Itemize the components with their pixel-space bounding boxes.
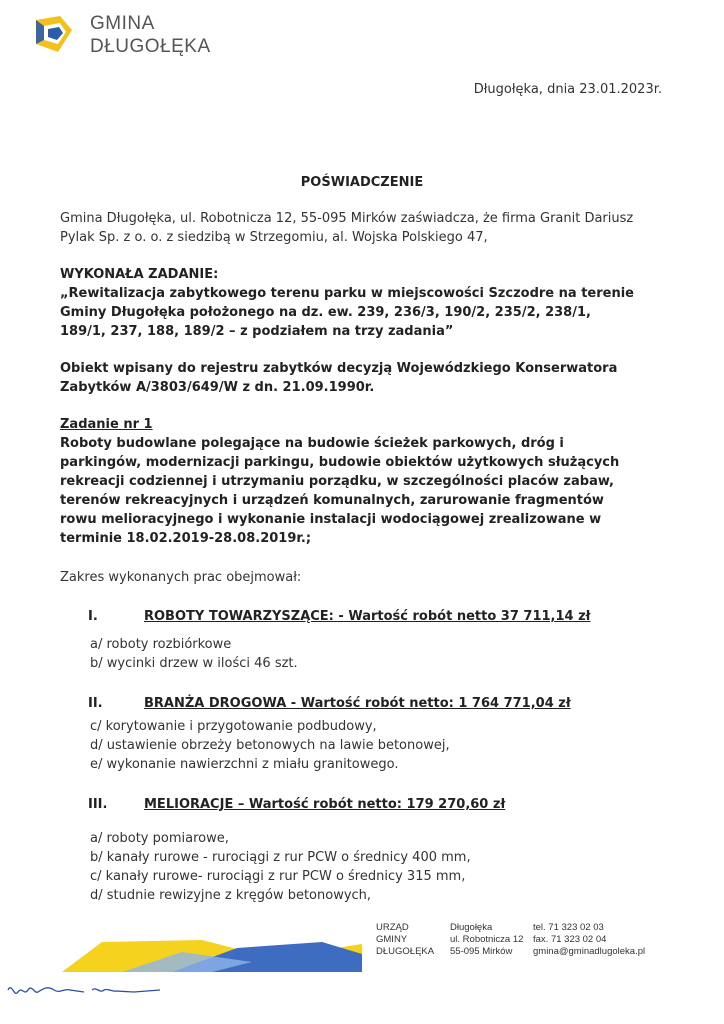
- task-line: Gminy Długołęka położonego na dz. ew. 239, 236/3, 190/2, 235/2, 238/1,: [60, 305, 591, 320]
- logo-line-1: GMINA: [90, 13, 155, 34]
- list-item: e/ wykonanie nawierzchni z miału granitowego.: [90, 757, 399, 772]
- footer-text: 55-095 Mirków: [450, 946, 513, 957]
- footer-text: tel. 71 323 02 03: [533, 922, 604, 933]
- list-item: b/ kanały rurowe - rurociągi z rur PCW o średnicy 400 mm,: [90, 850, 471, 865]
- task-line: „Rewitalizacja zabytkowego terenu parku w miejscowości Szczodre na terenie: [60, 286, 634, 301]
- zadanie-1-line: terminie 18.02.2019-28.08.2019r.;: [60, 531, 312, 546]
- registry-line: Zabytków A/3803/649/W z dn. 21.09.1990r.: [60, 380, 375, 395]
- list-item: d/ studnie rewizyjne z kręgów betonowych,: [90, 888, 372, 903]
- intro-line: Gmina Długołęka, ul. Robotnicza 12, 55-095 Mirków zaświadcza, że firma Granit Dariusz: [60, 211, 634, 226]
- zadanie-1-line: rekreacji codziennej i utrzymaniu porządku, w szczególności placów zabaw,: [60, 474, 614, 489]
- section-3-number: III.: [88, 797, 108, 812]
- scope-intro: Zakres wykonanych prac obejmował:: [60, 570, 302, 585]
- intro-paragraph: [60, 209, 660, 247]
- footer-text: URZĄD: [376, 922, 409, 933]
- section-2-header: [88, 692, 571, 711]
- section-2-title: BRANŻA DROGOWA - Wartość robót netto: 1 764 771,04 zł: [144, 696, 571, 711]
- zadanie-1-line: Roboty budowlane polegające na budowie ścieżek parkowych, dróg i: [60, 436, 564, 451]
- list-item: a/ roboty pomiarowe,: [90, 831, 229, 846]
- footer-office-name: [376, 922, 434, 958]
- footer-text: GMINY: [376, 934, 408, 945]
- footer-text: gmina@gminadlugoleka.pl: [533, 946, 646, 957]
- zadanie-1-line: parkingów, modernizacji parkingu, budowie obiektów użytkowych służących: [60, 455, 620, 470]
- list-item: b/ wycinki drzew w ilości 46 szt.: [90, 656, 298, 671]
- section-1-number: I.: [88, 609, 98, 624]
- signature-icon: [4, 976, 164, 1006]
- gmina-logo-icon: [34, 14, 74, 54]
- registry-block: [60, 359, 660, 397]
- footer-text: fax. 71 323 02 04: [533, 934, 607, 945]
- section-3-title: MELIORACJE – Wartość robót netto: 179 270,60 zł: [144, 797, 506, 812]
- logo-line-2: DŁUGOŁĘKA: [90, 36, 211, 57]
- footer-brand-stripe: [62, 938, 362, 972]
- footer-contact: [533, 922, 645, 958]
- footer-text: Długołęka: [450, 922, 493, 933]
- logo-wordmark: [90, 12, 211, 58]
- list-item: d/ ustawienie obrzeży betonowych na lawie betonowej,: [90, 738, 450, 753]
- zadanie-1-heading: Zadanie nr 1: [60, 417, 153, 432]
- document-date: Długołęka, dnia 23.01.2023r.: [473, 82, 662, 97]
- section-3-items: [90, 829, 471, 905]
- zadanie-1-block: [60, 415, 660, 548]
- document-title: POŚWIADCZENIE: [300, 175, 424, 190]
- section-2-number: II.: [88, 696, 103, 711]
- section-1-title: ROBOTY TOWARZYSZĄCE: - Wartość robót netto 37 711,14 zł: [144, 609, 591, 624]
- task-block: [60, 265, 660, 341]
- task-heading: WYKONAŁA ZADANIE:: [60, 267, 219, 282]
- task-line: 189/1, 237, 188, 189/2 – z podziałem na trzy zadania”: [60, 324, 454, 339]
- section-1-header: [88, 605, 590, 624]
- footer-text: ul. Robotnicza 12: [450, 934, 524, 945]
- list-item: c/ kanały rurowe- rurociągi z rur PCW o średnicy 315 mm,: [90, 869, 466, 884]
- section-3-header: [88, 793, 505, 812]
- zadanie-1-line: rowu melioracyjnego i wykonanie instalacji wodociągowej zrealizowane w: [60, 512, 602, 527]
- footer-address: [450, 922, 523, 958]
- list-item: a/ roboty rozbiórkowe: [90, 637, 232, 652]
- section-2-items: [90, 717, 450, 774]
- zadanie-1-line: terenów rekreacyjnych i urządzeń komunalnych, zarurowanie fragmentów: [60, 493, 604, 508]
- registry-line: Obiekt wpisany do rejestru zabytków decyzją Wojewódzkiego Konserwatora: [60, 361, 618, 376]
- footer-text: DŁUGOŁĘKA: [376, 946, 435, 957]
- list-item: c/ korytowanie i przygotowanie podbudowy,: [90, 719, 377, 734]
- section-1-items: [90, 635, 298, 673]
- intro-line: Pylak Sp. z o. o. z siedzibą w Strzegomiu, al. Wojska Polskiego 47,: [60, 230, 488, 245]
